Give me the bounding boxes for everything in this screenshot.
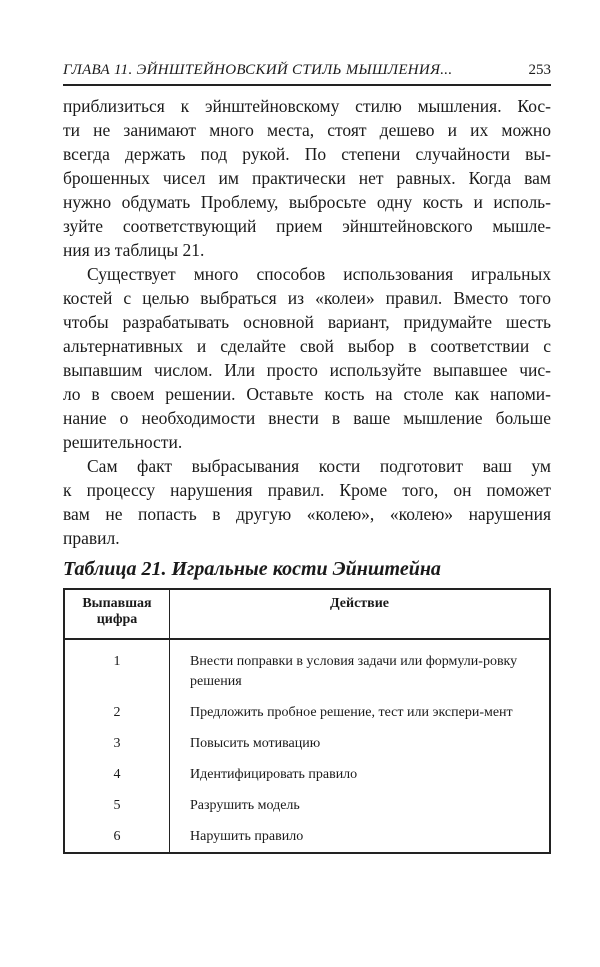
paragraph-3 bbox=[63, 454, 551, 550]
header-number: Выпавшая цифра bbox=[64, 589, 170, 639]
cell-number: 5 bbox=[64, 790, 170, 821]
text-line: Сам факт выбрасывания кости подготовит ваш ум bbox=[87, 456, 551, 476]
text-line: решительности. bbox=[63, 432, 183, 452]
text-line: вам не попасть в другую «колею», «колею» нарушения bbox=[63, 504, 551, 524]
chapter-title: ГЛАВА 11. ЭЙНШТЕЙНОВСКИЙ СТИЛЬ МЫШЛЕНИЯ... bbox=[63, 62, 453, 78]
text-line: к процессу нарушения правил. Кроме того, он поможет bbox=[63, 480, 551, 500]
text-line: правил. bbox=[63, 528, 120, 548]
paragraph-1 bbox=[63, 94, 551, 262]
cell-number: 6 bbox=[64, 821, 170, 853]
text-line: ти не занимают много места, стоят дешево и их можно bbox=[63, 120, 551, 140]
page-number: 253 bbox=[528, 62, 551, 78]
table-row bbox=[64, 821, 550, 853]
cell-number: 3 bbox=[64, 728, 170, 759]
text-line: зуйте соответствующий прием эйнштейновского мышле- bbox=[63, 216, 551, 236]
table-row bbox=[64, 639, 550, 697]
paragraph-2 bbox=[63, 262, 551, 454]
cell-action: Внести поправки в условия задачи или формули-ровку решения bbox=[190, 654, 518, 689]
text-line: нужно обдумать Проблему, выбросьте одну кость и исполь- bbox=[63, 192, 551, 212]
table-row bbox=[64, 697, 550, 728]
text-line: чтобы разрабатывать основной вариант, придумайте шесть bbox=[63, 312, 551, 332]
table-row bbox=[64, 790, 550, 821]
text-line: всегда держать под рукой. По степени случайности вы- bbox=[63, 144, 551, 164]
cell-action: Нарушить правило bbox=[190, 829, 304, 844]
dice-table bbox=[63, 588, 551, 854]
cell-action: Предложить пробное решение, тест или экспери-мент bbox=[190, 705, 513, 720]
cell-action: Разрушить модель bbox=[190, 798, 300, 813]
cell-number: 4 bbox=[64, 759, 170, 790]
table-row bbox=[64, 759, 550, 790]
text-line: ло в своем решении. Оставьте кость на столе как напоми- bbox=[63, 384, 551, 404]
running-header bbox=[63, 62, 551, 86]
cell-action: Идентифицировать правило bbox=[190, 767, 358, 782]
table-header-row bbox=[64, 589, 550, 639]
text-line: Существует много способов использования игральных bbox=[87, 264, 551, 284]
text-line: ния из таблицы 21. bbox=[63, 240, 205, 260]
text-line: костей с целью выбраться из «колеи» правил. Вместо того bbox=[63, 288, 551, 308]
cell-number: 1 bbox=[64, 639, 170, 697]
cell-action: Повысить мотивацию bbox=[190, 736, 321, 751]
cell-number: 2 bbox=[64, 697, 170, 728]
header-action: Действие bbox=[170, 589, 551, 639]
text-line: альтернативных и сделайте свой выбор в соответствии с bbox=[63, 336, 551, 356]
text-line: выпавшим числом. Или просто используйте выпавшее чис- bbox=[63, 360, 551, 380]
page-content bbox=[63, 94, 551, 854]
text-line: брошенных чисел им практически нет равных. Когда вам bbox=[63, 168, 551, 188]
text-line: нание о необходимости внести в ваше мышление больше bbox=[63, 408, 551, 428]
text-line: приблизиться к эйнштейновскому стилю мышления. Кос- bbox=[63, 96, 551, 116]
table-row bbox=[64, 728, 550, 759]
table-title: Таблица 21. Игральные кости Эйнштейна bbox=[63, 558, 441, 580]
